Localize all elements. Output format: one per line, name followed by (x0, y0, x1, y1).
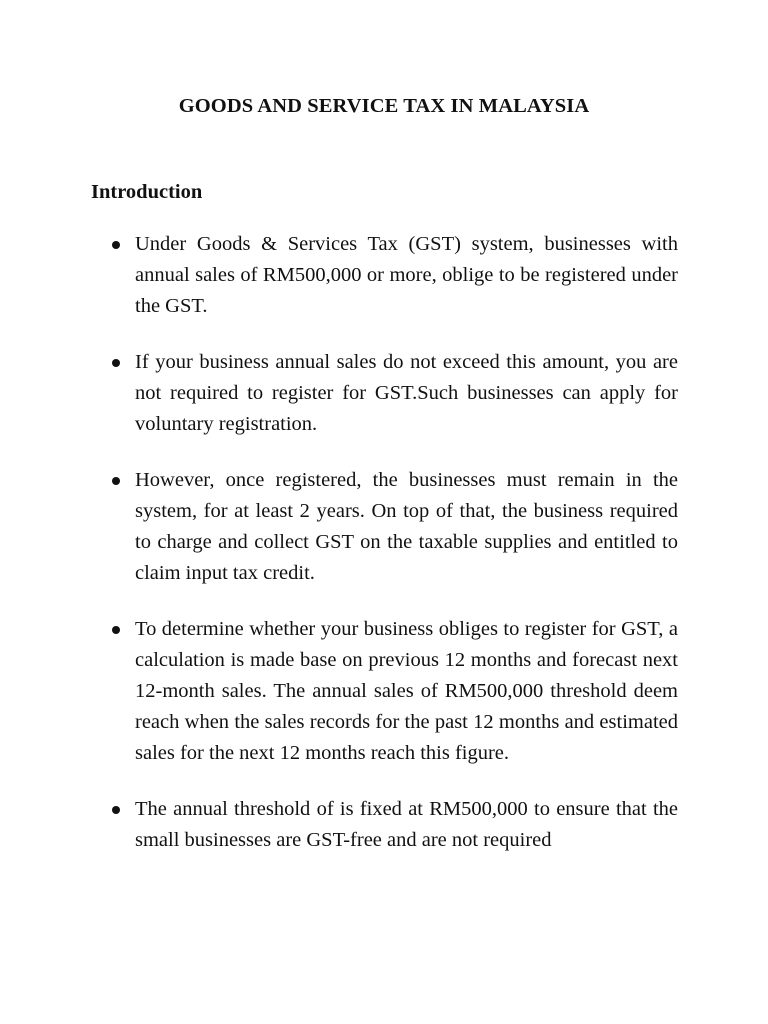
list-item (0, 465, 768, 589)
bullet-icon (112, 806, 120, 814)
bullet-text: To determine whether your business obliges to register for GST, a calculation is made base on previous 12 months and forecast next 12-month sales. The annual sales of RM500,000 threshold deem reach when the sales records for the past 12 months and estimated sales for the next 12 months reach this figure. (135, 618, 678, 764)
bullet-text: If your business annual sales do not exceed this amount, you are not required to register for GST.Such businesses can apply for voluntary registration. (135, 351, 678, 435)
list-item (0, 229, 768, 322)
bullet-icon (112, 477, 120, 485)
bullet-list (0, 229, 768, 881)
list-item (0, 614, 768, 769)
bullet-icon (112, 626, 120, 634)
document-title: GOODS AND SERVICE TAX IN MALAYSIA (178, 95, 590, 117)
list-item (0, 794, 768, 856)
list-item (0, 347, 768, 440)
bullet-text: The annual threshold of is fixed at RM500,000 to ensure that the small businesses are GST-free and are not required (135, 798, 678, 851)
section-heading: Introduction (91, 181, 203, 203)
bullet-icon (112, 241, 120, 249)
bullet-icon (112, 359, 120, 367)
bullet-text: Under Goods & Services Tax (GST) system, businesses with annual sales of RM500,000 or more, oblige to be registered under the GST. (135, 233, 678, 317)
bullet-text: However, once registered, the businesses must remain in the system, for at least 2 years. On top of that, the business required to charge and collect GST on the taxable supplies and entitled to claim input tax credit. (135, 469, 678, 584)
